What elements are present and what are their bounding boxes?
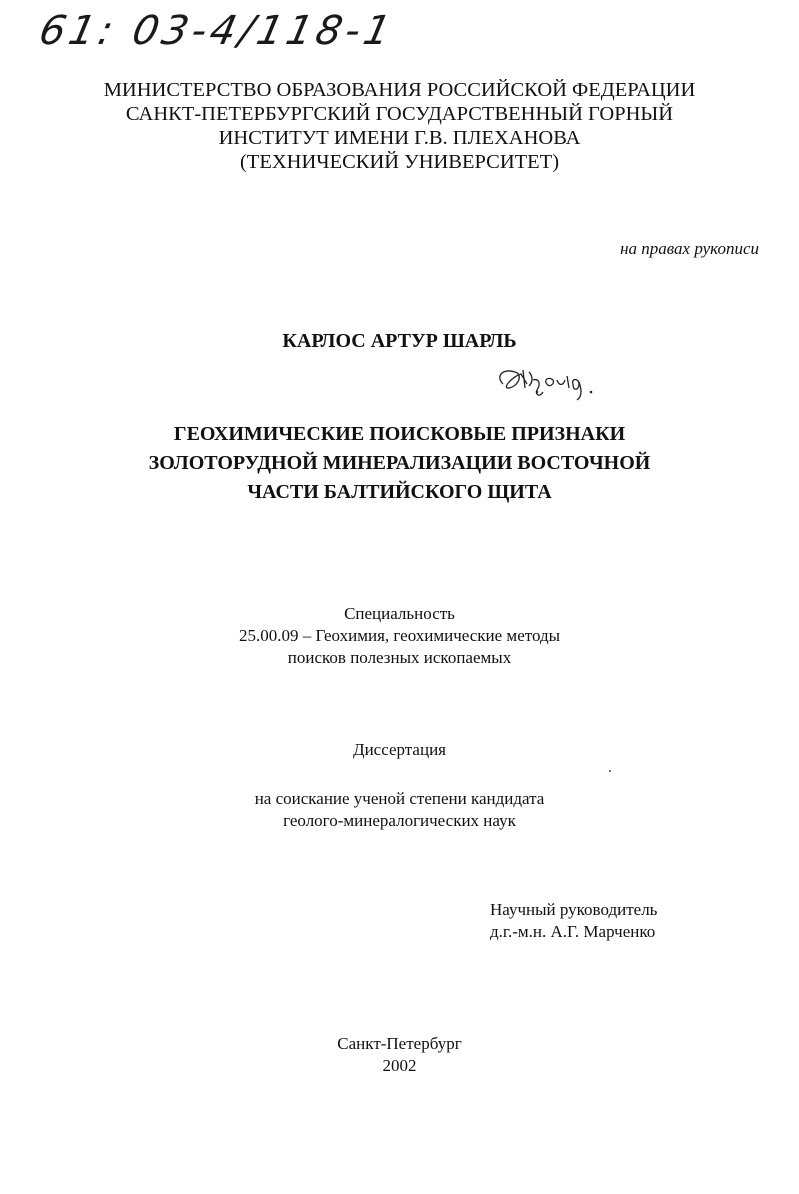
city: Санкт-Петербург bbox=[337, 1034, 462, 1053]
place-year-block bbox=[0, 1033, 799, 1077]
degree-block bbox=[0, 788, 799, 832]
degree-line: на соискание ученой степени кандидата bbox=[254, 789, 545, 808]
specialty-label: Специальность bbox=[344, 604, 455, 623]
year: 2002 bbox=[382, 1056, 417, 1075]
speck-mark bbox=[609, 770, 611, 772]
supervisor-name: д.г.-м.н. А.Г. Марченко bbox=[490, 922, 656, 941]
title-line: ЗОЛОТОРУДНОЙ МИНЕРАЛИЗАЦИИ ВОСТОЧНОЙ bbox=[148, 452, 651, 474]
ministry-line: (ТЕХНИЧЕСКИЙ УНИВЕРСИТЕТ) bbox=[239, 151, 560, 173]
dissertation-label: Диссертация bbox=[352, 740, 446, 759]
title-line: ЧАСТИ БАЛТИЙСКОГО ЩИТА bbox=[247, 481, 552, 503]
degree-line: геолого-минералогических наук bbox=[283, 811, 516, 830]
supervisor-label: Научный руководитель bbox=[490, 900, 658, 919]
supervisor-block bbox=[490, 899, 657, 943]
ministry-line: МИНИСТЕРСТВО ОБРАЗОВАНИЯ РОССИЙСКОЙ ФЕДЕРАЦИИ bbox=[103, 79, 696, 101]
manuscript-note: на правах рукописи bbox=[620, 239, 759, 258]
title-line: ГЕОХИМИЧЕСКИЕ ПОИСКОВЫЕ ПРИЗНАКИ bbox=[173, 423, 626, 445]
author-name: КАРЛОС АРТУР ШАРЛЬ bbox=[282, 330, 517, 352]
specialty-block bbox=[0, 603, 799, 669]
dissertation-title bbox=[0, 420, 799, 507]
signature-icon bbox=[493, 362, 623, 402]
specialty-code: 25.00.09 – Геохимия, геохимические методы bbox=[238, 626, 561, 645]
ministry-line: САНКТ-ПЕТЕРБУРГСКИЙ ГОСУДАРСТВЕННЫЙ ГОРНЫЙ bbox=[125, 103, 674, 125]
archive-code-handwritten: 61: 03-4/118-1 bbox=[35, 8, 399, 54]
ministry-header bbox=[0, 78, 799, 174]
specialty-name: поисков полезных ископаемых bbox=[287, 648, 512, 667]
ministry-line: ИНСТИТУТ ИМЕНИ Г.В. ПЛЕХАНОВА bbox=[218, 127, 581, 149]
